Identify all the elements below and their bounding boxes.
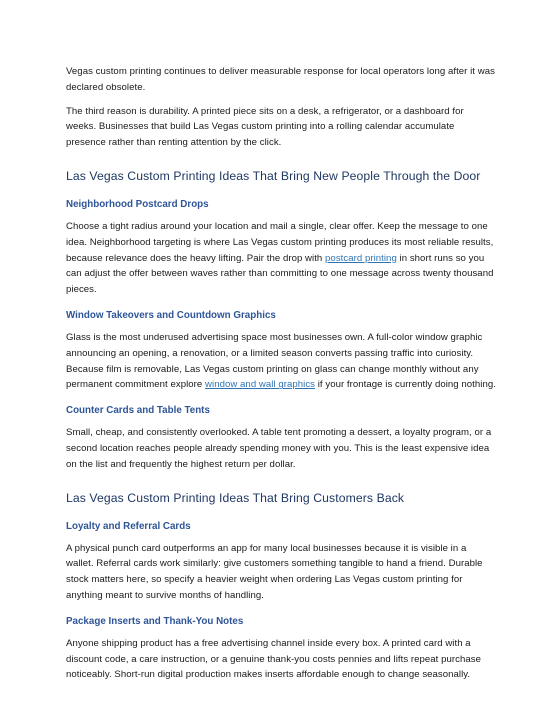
postcard-drops-paragraph bbox=[66, 219, 496, 298]
window-wall-graphics-link[interactable]: window and wall graphics bbox=[205, 379, 316, 391]
postcard-text-after: in short runs so you can adjust the offer between waves rather than committing to one message across twenty thousand pieces. bbox=[66, 252, 494, 296]
subheading-postcard-drops: Neighborhood Postcard Drops bbox=[66, 198, 209, 210]
intro-paragraph-2: The third reason is durability. A printed piece sits on a desk, a refrigerator, or a dashboard for weeks. Businesses that build Las Vegas custom printing into a rolling calendar accumulate presence rather than renting attention by the click. bbox=[66, 105, 464, 149]
section-heading-new-people: Las Vegas Custom Printing Ideas That Bring New People Through the Door bbox=[66, 168, 481, 183]
postcard-printing-link[interactable]: postcard printing bbox=[325, 252, 397, 264]
subheading-package-inserts: Package Inserts and Thank-You Notes bbox=[66, 615, 244, 627]
window-takeovers-paragraph bbox=[66, 330, 496, 393]
intro-paragraph-1: Vegas custom printing continues to deliver measurable response for local operators long after it was declared obsolete. bbox=[66, 66, 495, 93]
postcard-text-before: Choose a tight radius around your location and mail a single, clear offer. Keep the message to one idea. Neighborhood targeting is where Las Vegas custom printing produces its most reliable results, because relevance does the heavy lifting. Pair the drop with bbox=[66, 220, 494, 264]
window-text-after: if your frontage is currently doing nothing. bbox=[315, 379, 496, 391]
counter-cards-paragraph: Small, cheap, and consistently overlooked. A table tent promoting a dessert, a loyalty program, or a second location reaches people already spending money with you. This is the least expensive idea on the list and frequently the highest return per dollar. bbox=[66, 427, 492, 470]
package-inserts-paragraph: Anyone shipping product has a free advertising channel inside every box. A printed card with a discount code, a care instruction, or a genuine thank-you costs pennies and lifts repeat purchase noticeably. Short-run digital production makes inserts affordable enough to change seasonally. bbox=[66, 637, 481, 681]
window-text-before: Glass is the most underused advertising space most businesses own. A full-color window graphic announcing an opening, a renovation, or a limited season converts passing traffic into curiosity. Because film is removable, Las Vegas custom printing on glass can change monthly without any permanent commitment explore bbox=[66, 331, 483, 391]
section-heading-customers-back: Las Vegas Custom Printing Ideas That Bring Customers Back bbox=[66, 490, 405, 505]
subheading-loyalty-cards: Loyalty and Referral Cards bbox=[66, 520, 191, 532]
loyalty-cards-paragraph: A physical punch card outperforms an app for many local businesses because it is visible in a wallet. Referral cards work similarly: give customers something tangible to hand a friend. Durable stock matters here, so specify a heavier weight when ordering Las Vegas custom printing for anything meant to survive months of handling. bbox=[66, 542, 483, 601]
subheading-window-takeovers: Window Takeovers and Countdown Graphics bbox=[66, 309, 276, 321]
subheading-counter-cards: Counter Cards and Table Tents bbox=[66, 405, 210, 417]
